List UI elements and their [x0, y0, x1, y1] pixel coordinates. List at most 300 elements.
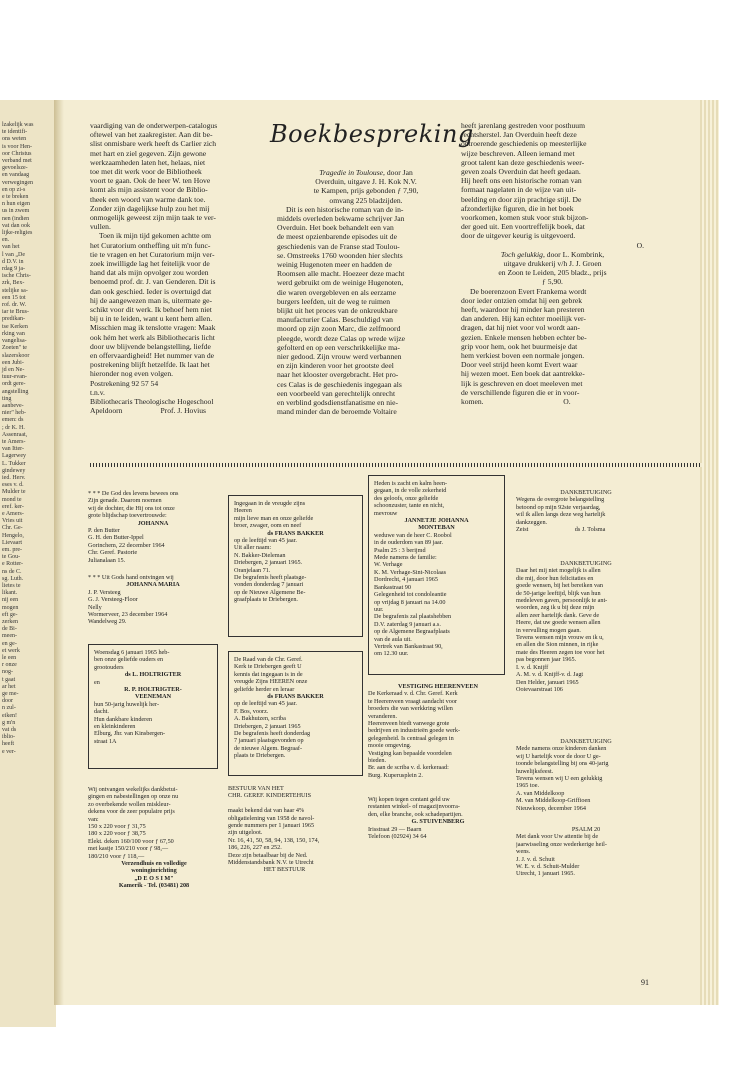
text-line: Overduin. Het boek behandelt een van	[277, 223, 394, 233]
text-line: wijze beschreven. Alleen iemand met	[461, 148, 575, 158]
fragment-line: sg. Luth.	[2, 575, 24, 582]
notice-line: Mede namens de familie:	[374, 554, 437, 562]
notice-line: Verzendhuis en volledige	[121, 860, 187, 868]
notice-line: op de leeftijd van 45 jaar.	[234, 700, 297, 708]
fragment-line: n zul-	[2, 705, 16, 712]
text-line: Apeldoorn Prof. J. Hovius	[90, 406, 207, 416]
notice-line: F. Bos, voorz.	[234, 707, 269, 715]
text-line: ƒ 5,90.	[542, 277, 563, 287]
fragment-line: likant.	[2, 590, 18, 597]
text-line: blijkt uit het proces van de onkreukbare	[277, 306, 398, 316]
notice-line: K. M. Verhage-Sint-Nicolaas	[374, 568, 447, 576]
text-line: komt als mijn assistent voor de Biblio-	[90, 185, 208, 195]
text-line: Door veel strijd heen komt Evert waar	[461, 360, 578, 370]
fragment-line: g m'n	[2, 719, 16, 726]
fragment-line: te Amers-	[2, 438, 26, 445]
text-line: te Kampen, prijs gebonden ƒ 7,90,	[313, 186, 419, 196]
notice-line: met kastje 150/210 voor ƒ 98,—	[88, 845, 169, 853]
fragment-line: eft ge-	[2, 611, 18, 618]
notice-line: Wandelweg 29.	[88, 618, 127, 626]
fragment-line: Lievaart	[2, 539, 22, 546]
notice-line: wij U hartelijk voor de door U ge-	[516, 752, 601, 760]
fragment-line: us in zwem	[2, 208, 30, 215]
fragment-line: eiken!	[2, 712, 17, 719]
fragment-line: eses v. d.	[2, 482, 24, 489]
fragment-line: rking van	[2, 330, 25, 337]
text-line: rechtsherstel. Jan Overduin heeft deze	[461, 130, 577, 140]
notice-line: G. J. Versteeg-Floor	[88, 596, 138, 604]
notice-line: Nelly	[88, 603, 102, 611]
notice-line: Br. aan de scriba v. d. kerkeraad:	[368, 764, 449, 772]
fragment-line: ied. Herv.	[2, 474, 26, 481]
notice-line: Woensdag 6 januari 1965 heb-	[94, 649, 170, 656]
fragment-line: Chr. Ge-	[2, 525, 23, 532]
notice-line: Den Helder, januari 1965	[516, 678, 579, 686]
notice-line: betoond op mijn 92ste verjaardag,	[516, 503, 601, 511]
notice-line: Nieuwkoop, december 1964	[516, 804, 586, 812]
text-line: theek een woord van warme dank toe.	[90, 194, 206, 204]
text-line: geven zoals Overduin dat heeft gedaan.	[461, 167, 581, 177]
fragment-line: lijke-religies	[2, 230, 33, 237]
notice-line: vreugde Zijns HEEREN onze	[234, 678, 308, 686]
notice-line: geliefde herder en leraar	[234, 685, 295, 693]
text-line: Misschien mag ik tenslotte vragen: Maak	[90, 323, 216, 333]
fragment-line: t gaat	[2, 676, 16, 683]
notice-line: broer, zwager, oom en neef	[234, 522, 302, 530]
fragment-line: Hengelo,	[2, 532, 24, 539]
text-line: slist onmisbare werk heeft ds Carlier zich	[90, 139, 217, 149]
text-line: gezien. Enkele mensen hebben echter be-	[461, 332, 587, 342]
text-line: lijk is geschreven en doet meeleven met	[461, 378, 583, 388]
fragment-line: de Bi-	[2, 626, 17, 633]
fragment-line: verband met	[2, 158, 32, 165]
text-line: formaat nagelaten in de wijze van uit-	[461, 185, 577, 195]
notice-line: DANKBETUIGING	[560, 738, 612, 745]
page-edge-stack	[700, 100, 719, 1005]
text-line: ontroerende geschiedenis op meesterlijke	[461, 139, 587, 149]
text-line: dan anderen. Hij kan echter moeilijk ver-	[461, 314, 586, 324]
text-line: grip voor hem, ook het buurmeisje dat	[461, 341, 578, 351]
fragment-line: lzakelijk was	[2, 122, 34, 128]
page-number: 91	[641, 978, 649, 987]
text-line: Bibliothecaris Theologische Hogeschool	[90, 397, 214, 407]
notice-line: Julianalaan 15.	[88, 556, 126, 564]
text-line: voorkomen, komen stuk voor stuk bijzon-	[461, 213, 589, 223]
notice-line: Dordrecht, 4 januari 1965	[374, 576, 438, 584]
notice-line: De begrafenis heeft donderdag	[234, 730, 311, 738]
notice-line: woninginrichting	[131, 867, 177, 875]
text-line: Postrekening 92 57 54	[90, 378, 159, 388]
text-line: beelding en door zijn prachtige stijl. De	[461, 194, 582, 204]
notice-line: De Kerkeraad v. d. Chr. Geref. Kerk	[368, 690, 458, 698]
fragment-line: zerken	[2, 619, 18, 626]
text-line: uitgave drukkerij v/h J. J. Groen	[503, 259, 602, 269]
fragment-line: vat dan ook	[2, 222, 30, 229]
notice-line: Vestiging kan bepaalde voordelen	[368, 749, 452, 757]
text-line: met hart en ziel gegeven. Zijn gewone	[90, 148, 207, 158]
section-title: Boekbespreking	[270, 120, 474, 148]
anniversary-announcement-box	[88, 644, 218, 769]
notice-line: van de aula uit.	[374, 635, 412, 643]
notice-line: M. van Middelkoop-Griffioen	[516, 797, 591, 805]
fragment-line: nier" heb-	[2, 410, 26, 417]
horizontal-divider	[90, 463, 702, 467]
fragment-line: door	[2, 698, 13, 705]
obituary-church-council-box	[228, 651, 363, 776]
fragment-line: Vries uit	[2, 518, 23, 525]
text-line: ook hém het werk als Bibliothecaris licht	[90, 332, 215, 342]
notice-line: Gorinchem, 22 december 1964	[88, 541, 165, 549]
fragment-line: oor Christus	[2, 150, 32, 157]
text-line: schikt voor dit werk. Ik behoef hem niet	[90, 305, 212, 315]
text-line: burgers leefden, uit de weg te ruimen	[277, 296, 391, 306]
notice-line: hun 50-jarig huwelijk her-	[94, 700, 159, 708]
notice-line: obligatielening van 1958 de navol-	[228, 814, 315, 822]
notice-line: vonden donderdag 7 januari	[234, 581, 304, 589]
fragment-line: en ge-	[2, 640, 17, 647]
notice-line: 150 x 220 voor ƒ 31,75	[88, 823, 146, 831]
text-line: Overduin, uitgave J. H. Kok N.V.	[315, 177, 417, 187]
text-line: oftewel van het zaakregister. Aan dit be-	[90, 130, 213, 140]
notice-line: plaats te Driebergen.	[234, 752, 286, 760]
fragment-line: een Jubi-	[2, 359, 24, 366]
notice-line: van:	[88, 815, 99, 823]
notice-line: Zeist ds J. Tolsma	[516, 526, 606, 534]
fragment-line: heeft	[2, 741, 14, 748]
notice-line: 180 x 220 voor ƒ 38,75	[88, 830, 146, 838]
fragment-line: stelijke sa-	[2, 287, 28, 294]
text-line: hij de aangewezen man is, uitermate ge-	[90, 295, 213, 305]
notice-line: Daar het mij niet mogelijk is allen	[516, 567, 601, 575]
previous-page-fragment	[0, 100, 56, 1027]
notice-line: G. H. den Butter-Ippel	[88, 534, 144, 542]
notice-line: P. den Butter	[88, 527, 120, 535]
notice-line: Ooievaarstraat 106	[516, 685, 563, 693]
text-line: Tragedie in Toulouse, door Jan	[319, 168, 413, 177]
notice-line: A. Bakhuizen, scriba	[234, 715, 286, 723]
notice-line: A. van Middelkoop	[516, 789, 565, 797]
text-line: hieronder nog even volgen.	[90, 369, 174, 379]
notice-line: G. STUIVENBERG	[411, 818, 465, 826]
text-line: werd gebruikt om de weinige Hugenoten,	[277, 278, 404, 288]
text-line: ces Calas is de geschiedenis ingegaan als	[277, 379, 402, 389]
fragment-line: gindewey	[2, 467, 26, 474]
fragment-line: jd en Ne-	[2, 366, 25, 373]
notice-line: DANKBETUIGING	[560, 560, 612, 567]
notice-line: JANNETJE JOHANNA	[404, 517, 469, 525]
notice-line: 186, 226, 227 en 252.	[228, 844, 282, 852]
notice-line: Wegens de overgrote belangstelling	[516, 496, 605, 504]
text-line: der goed uit. Een voortreffelijk boek, dat	[461, 222, 585, 232]
notice-line: op de leeftijd van 45 jaar.	[234, 537, 297, 545]
notice-line: CHR. GEREF. KINDERTEHUIS	[228, 792, 312, 800]
text-line: werkzaamheden laten het, helaas, niet	[90, 157, 206, 167]
notice-line: Wormerveer, 23 december 1964	[88, 611, 168, 619]
notice-line: W. Verhage	[374, 561, 403, 569]
fragment-line: ; dr K. H.	[2, 424, 25, 431]
fragment-line: Mulder te	[2, 489, 26, 496]
notice-line: om 12.30 uur.	[374, 650, 409, 658]
notice-line: dacht.	[94, 708, 109, 716]
notice-line: mate des Heeren zegen toe voor het	[516, 648, 605, 656]
notice-line: die mij, door hun felicitaties en	[516, 574, 594, 582]
text-line: benoemd prof. dr. J. van Genderen. Dit is	[90, 277, 216, 287]
notice-line: Irisstraat 29 — Baarn	[368, 825, 422, 833]
fragment-line: van het	[2, 244, 20, 251]
text-line: nier gedood. Zijn vrouw werd verbannen	[277, 352, 402, 362]
text-line: door de uitgever keurig is uitgevoerd.	[461, 231, 576, 241]
fragment-line: eref. ker-	[2, 503, 24, 510]
notice-line: Heerenveen biedt vanwege grote	[368, 720, 450, 728]
text-line: postrekening blijft hetzelfde. Ik laat het	[90, 360, 210, 370]
fragment-line: d D.V. in	[2, 258, 24, 265]
fragment-line: Lagerwey	[2, 453, 26, 460]
fragment-line: zrk, Bex-	[2, 280, 25, 287]
notice-line: A. M. v. d. Knijff-v. d. Jagt	[516, 671, 584, 679]
fragment-line: vangelisa-	[2, 338, 27, 345]
notice-line: Tevens wensen mijn vrouw en ik u,	[516, 634, 604, 642]
notice-line: De Raad van de Chr. Geref.	[234, 656, 303, 663]
notice-line: De begrafenis zal plaatshebben	[374, 613, 452, 621]
text-line: zoek inwilligde lag het feitelijk voor de	[90, 259, 210, 269]
fragment-line: rof. dr. W.	[2, 302, 27, 309]
text-line: dan ook geschied. Ieder is overtuigd dat	[90, 286, 212, 296]
text-line: moord op zijn zoon Marc, die zelfmoord	[277, 324, 401, 334]
text-line: vaardiging van de onderwerpen-catalogus	[90, 121, 218, 130]
text-line: gefolterd en op een verschrikkelijke ma-	[277, 342, 400, 352]
text-line: Hij heeft ons een historische roman van	[461, 176, 582, 186]
notice-line: mijn lieve man en onze geliefde	[234, 514, 314, 522]
fragment-line: e Rotter-	[2, 561, 24, 568]
notice-line: medeleven gaven, persoonlijk te ant-	[516, 597, 608, 605]
notice-line: ds FRANS BAKKER	[267, 693, 324, 701]
notice-line: allen zeer hartelijk dank. Geve de	[516, 611, 600, 619]
notice-line: wens.	[516, 848, 531, 856]
notice-line: mooie omgeving.	[368, 742, 412, 750]
notice-line: schoonzuster, tante en nicht,	[374, 502, 445, 510]
fragment-line: Zoeten" te	[2, 345, 27, 352]
text-line: het Curatorium ontheffing uit m'n func-	[90, 240, 211, 250]
text-line: Zonder zijn dagelijkse hulp zou het mij	[90, 203, 210, 213]
notice-line: maakt bekend dat van haar 4%	[228, 807, 305, 815]
notice-line: Driebergen, 2 januari 1965	[234, 722, 301, 730]
thanks-notice-tolsma	[516, 489, 656, 533]
fragment-line: ar het	[2, 683, 16, 690]
notice-line: toonde belangstelling bij ons 40-jarig	[516, 760, 609, 768]
text-line: groot talent kan deze geschiedenis weer-	[461, 157, 585, 167]
notice-line: Chr. Geref. Pastorie	[88, 549, 138, 557]
notice-line: Heeren	[234, 507, 252, 515]
notice-line: Psalm 25 : 3 berijmd	[374, 546, 426, 554]
notice-line: JOHANNA MARIA	[126, 581, 180, 589]
notice-line: broeders die van werkkring willen	[368, 705, 453, 713]
notice-line: Middenstandsbank N.V. te Utrecht	[228, 859, 314, 867]
text-line: toe met dit werk voor de Bibliotheek	[90, 167, 202, 177]
fragment-line: mond te	[2, 496, 22, 503]
notice-line: zijn uitgeloot.	[228, 829, 263, 837]
notice-line: Kerk te Driebergen geeft U	[234, 663, 302, 671]
text-line: en Zoon te Leiden, 205 bladz., prijs	[498, 268, 607, 278]
fragment-line: ische Chris-	[2, 273, 31, 280]
notice-line: wil ik allen langs deze weg hartelijk	[516, 511, 606, 519]
notice-line: en	[94, 678, 100, 686]
text-line: Toen ik mijn tijd gekomen achtte om	[99, 231, 212, 241]
notice-line: op de Algemene Begraafplaats	[374, 628, 450, 636]
fragment-line: te Gou-	[2, 554, 21, 561]
text-line: pleegde, wordt deze Calas op wrede wijze	[277, 333, 405, 343]
notice-line: Wij kopen tegen contant geld uw	[368, 796, 450, 803]
binding-shadow	[54, 100, 64, 1005]
fragment-line: lietes te	[2, 583, 21, 589]
text-line: tie te vragen en het Curatorium mijn ver-	[90, 249, 215, 259]
notice-line: des geloofs, onze geliefde	[374, 494, 439, 502]
text-line: middels overleden bekwame schrijver Jan	[277, 214, 405, 224]
text-line: hij wezen moet. Een boek dat aantrekke-	[461, 369, 585, 379]
obituary-monteban-box	[368, 475, 505, 675]
review-column-1	[277, 168, 455, 416]
fragment-line: et werk	[2, 647, 20, 654]
notice-line: Heden is zacht en kalm heen-	[374, 480, 448, 487]
text-line: voort te gaan. Ook de heer W. ten Hove	[90, 176, 211, 186]
article-library-column	[90, 121, 270, 416]
fragment-line: te identifi-	[2, 129, 28, 136]
notice-line: ben onze geliefde ouders en	[94, 656, 164, 664]
thanks-notice-knijff	[516, 560, 656, 693]
fragment-line: gevoelsze-	[2, 165, 28, 172]
notice-line: * * * De God des levens bewees ons	[88, 490, 179, 497]
text-line: door uw blijvende belangstelling, liefde	[90, 341, 211, 351]
notice-line: DANKBETUIGING	[560, 489, 612, 496]
text-line: hem verkiest boven een normale jongen.	[461, 351, 585, 361]
advertisement-deosim	[88, 786, 220, 890]
text-line: onmogelijk geweest zijn mijn taak te ver-	[90, 213, 216, 223]
notice-line: kennis dat ingegaan is in de	[234, 670, 303, 678]
notice-line: bieden.	[368, 757, 387, 765]
notice-line: Kamerik - Tel. (03481) 208	[118, 882, 190, 890]
fragment-line: ordt gere-	[2, 381, 26, 388]
birth-announcement-versteeg	[88, 574, 218, 626]
notice-vestiging-heerenveen	[368, 683, 508, 779]
notice-line: D.V. zaterdag 9 januari a.s.	[374, 620, 441, 628]
fragment-line: en.	[2, 237, 10, 244]
fragment-line: ons weten	[2, 136, 27, 143]
fragment-line: ns de C.	[2, 568, 22, 575]
notice-kindertehuis	[228, 785, 368, 874]
notice-line: Elekt. deken 160/100 voor ƒ 67,50	[88, 837, 174, 845]
notice-line: dekens voor de zeer populaire prijs	[88, 808, 175, 816]
text-line: en zijn kinderen voor het grootste deel	[277, 361, 394, 371]
notice-line: op vrijdag 8 januari na 14.00	[374, 598, 446, 606]
notice-line: ds L. HOLTRIGTER	[124, 671, 182, 679]
notice-line: Deze zijn betaalbaar bij de Ned.	[228, 851, 308, 859]
notice-line: Mede namens onze kinderen danken	[516, 745, 607, 753]
notice-line: J. P. Versteeg	[88, 588, 121, 596]
notice-line: „D E O S I M"	[134, 874, 174, 882]
fragment-line: iar te Brus-	[2, 309, 29, 316]
notice-line: * * * Uit Gods hand ontvingen wij	[88, 574, 174, 581]
text-line: een voorbeeld van gerechtelijk onrecht	[277, 388, 396, 398]
notice-line: Nr. 16, 41, 50, 58, 94, 138, 150, 174,	[228, 836, 320, 844]
advertisement-stuivenberg	[368, 796, 508, 840]
notice-line: Uit aller naam:	[234, 544, 272, 552]
fragment-line: slazerskoor	[2, 352, 30, 359]
obituary-bakker-box	[228, 495, 363, 637]
text-line: Dit is een historische roman van de in-	[286, 204, 404, 214]
fragment-line: en vandaag	[2, 172, 30, 179]
notice-line: dankzeggen.	[516, 518, 548, 526]
notice-line: pas begonnen jaar 1965.	[516, 656, 577, 664]
notice-line: zo overbekende wollen miskleur-	[88, 800, 171, 808]
fragment-line: een 15 tot	[2, 294, 26, 301]
notice-line: Wij ontvangen wekelijks dankbetui-	[88, 786, 178, 793]
text-line: weinig Hugenoten meer en hadden de	[277, 260, 392, 270]
notice-line: veranderen.	[368, 712, 398, 720]
notice-line: goede wensen, bij het bereiken van	[516, 582, 603, 590]
notice-line: weduwe van de heer C. Roobol	[374, 531, 452, 539]
notice-line: huwelijksfeest.	[516, 767, 554, 775]
notice-line: te Heerenveen vraagt aandacht voor	[368, 697, 457, 705]
text-line: heeft jarenlang gestreden voor posthuum	[461, 121, 585, 130]
notice-line: en allen die Sion minnen, in rijke	[516, 641, 599, 649]
notice-line: Zijn genade. Daarom noemen	[88, 497, 162, 505]
notice-line: grootouders	[94, 663, 124, 671]
fragment-line: is voor Hen-	[2, 143, 32, 150]
notice-line: woorden, zeg ik u bij deze mijn	[516, 604, 595, 612]
thanks-notice-middelkoop	[516, 738, 656, 812]
notice-line: mevrouw	[374, 509, 398, 517]
fragment-line: ting	[2, 395, 12, 402]
text-line: O.	[636, 240, 644, 250]
notice-line: 180/210 voor ƒ 118,—	[88, 852, 145, 860]
notice-line: in de ouderdom van 89 jaar.	[374, 539, 444, 547]
notice-line: graafplaats te Driebergen.	[234, 596, 298, 604]
notice-line: Utrecht, 1 januari 1965.	[516, 870, 575, 878]
notice-line: gegaan, in de volle zekerheid	[374, 487, 447, 495]
notice-line: gende nummers per 1 januari 1965	[228, 822, 315, 830]
fragment-line: tuur-evan-	[2, 374, 27, 381]
notice-line: Met dank voor Uw attentie bij de	[516, 833, 599, 841]
text-line: hand dat als mijn opvolger zou worden	[90, 268, 209, 278]
notice-line: wij de dochter, die Hij ons tot onze	[88, 504, 175, 512]
notice-line: de 50-jarige leeftijd, blijk van hun	[516, 589, 601, 597]
fragment-line: ge me-	[2, 691, 19, 698]
fragment-line: rdag 9 ja-	[2, 266, 25, 273]
text-line: afzonderlijke figuren, die in het boek	[461, 203, 574, 213]
notice-line: de nieuwe Algem. Begraaf-	[234, 744, 303, 752]
notice-line: VEENEMAN	[134, 693, 172, 701]
notice-line: Ingegaan in de vreugde zijns	[234, 500, 306, 507]
text-line: Toch gelukkig, door L. Kombrink,	[500, 249, 605, 259]
fragment-line: verwegingen	[2, 179, 33, 186]
notice-line: gelegenheid. Is centraal gelegen in	[368, 734, 454, 742]
notice-line: en kleinkinderen	[94, 723, 136, 731]
fragment-line: l van „De	[2, 251, 25, 258]
fragment-line: iblio-	[2, 734, 15, 741]
fragment-line: predikan-	[2, 316, 25, 323]
notice-line: uur.	[374, 605, 384, 613]
text-line: die waren overgebleven en als eerzame	[277, 287, 396, 297]
notice-line: op de Nieuwe Algemene Be-	[234, 588, 306, 596]
notice-line: Telefoon (02924) 34 64	[368, 833, 427, 841]
fragment-line: emen: ds	[2, 417, 24, 424]
notice-line: W. E. v. d. Schuit-Mulder	[516, 863, 580, 871]
fragment-line: mogen	[2, 604, 19, 611]
fragment-line: en op zi-s	[2, 186, 26, 193]
notice-line: restanten winkel- of magazijnvoorra-	[368, 803, 460, 811]
notice-line: den, elke branche, ook schadepartijen.	[368, 810, 463, 818]
text-line: De boerenzoon Evert Frankema wordt	[470, 286, 587, 296]
notice-line: R. P. HOLTRIGTER-	[124, 686, 182, 694]
